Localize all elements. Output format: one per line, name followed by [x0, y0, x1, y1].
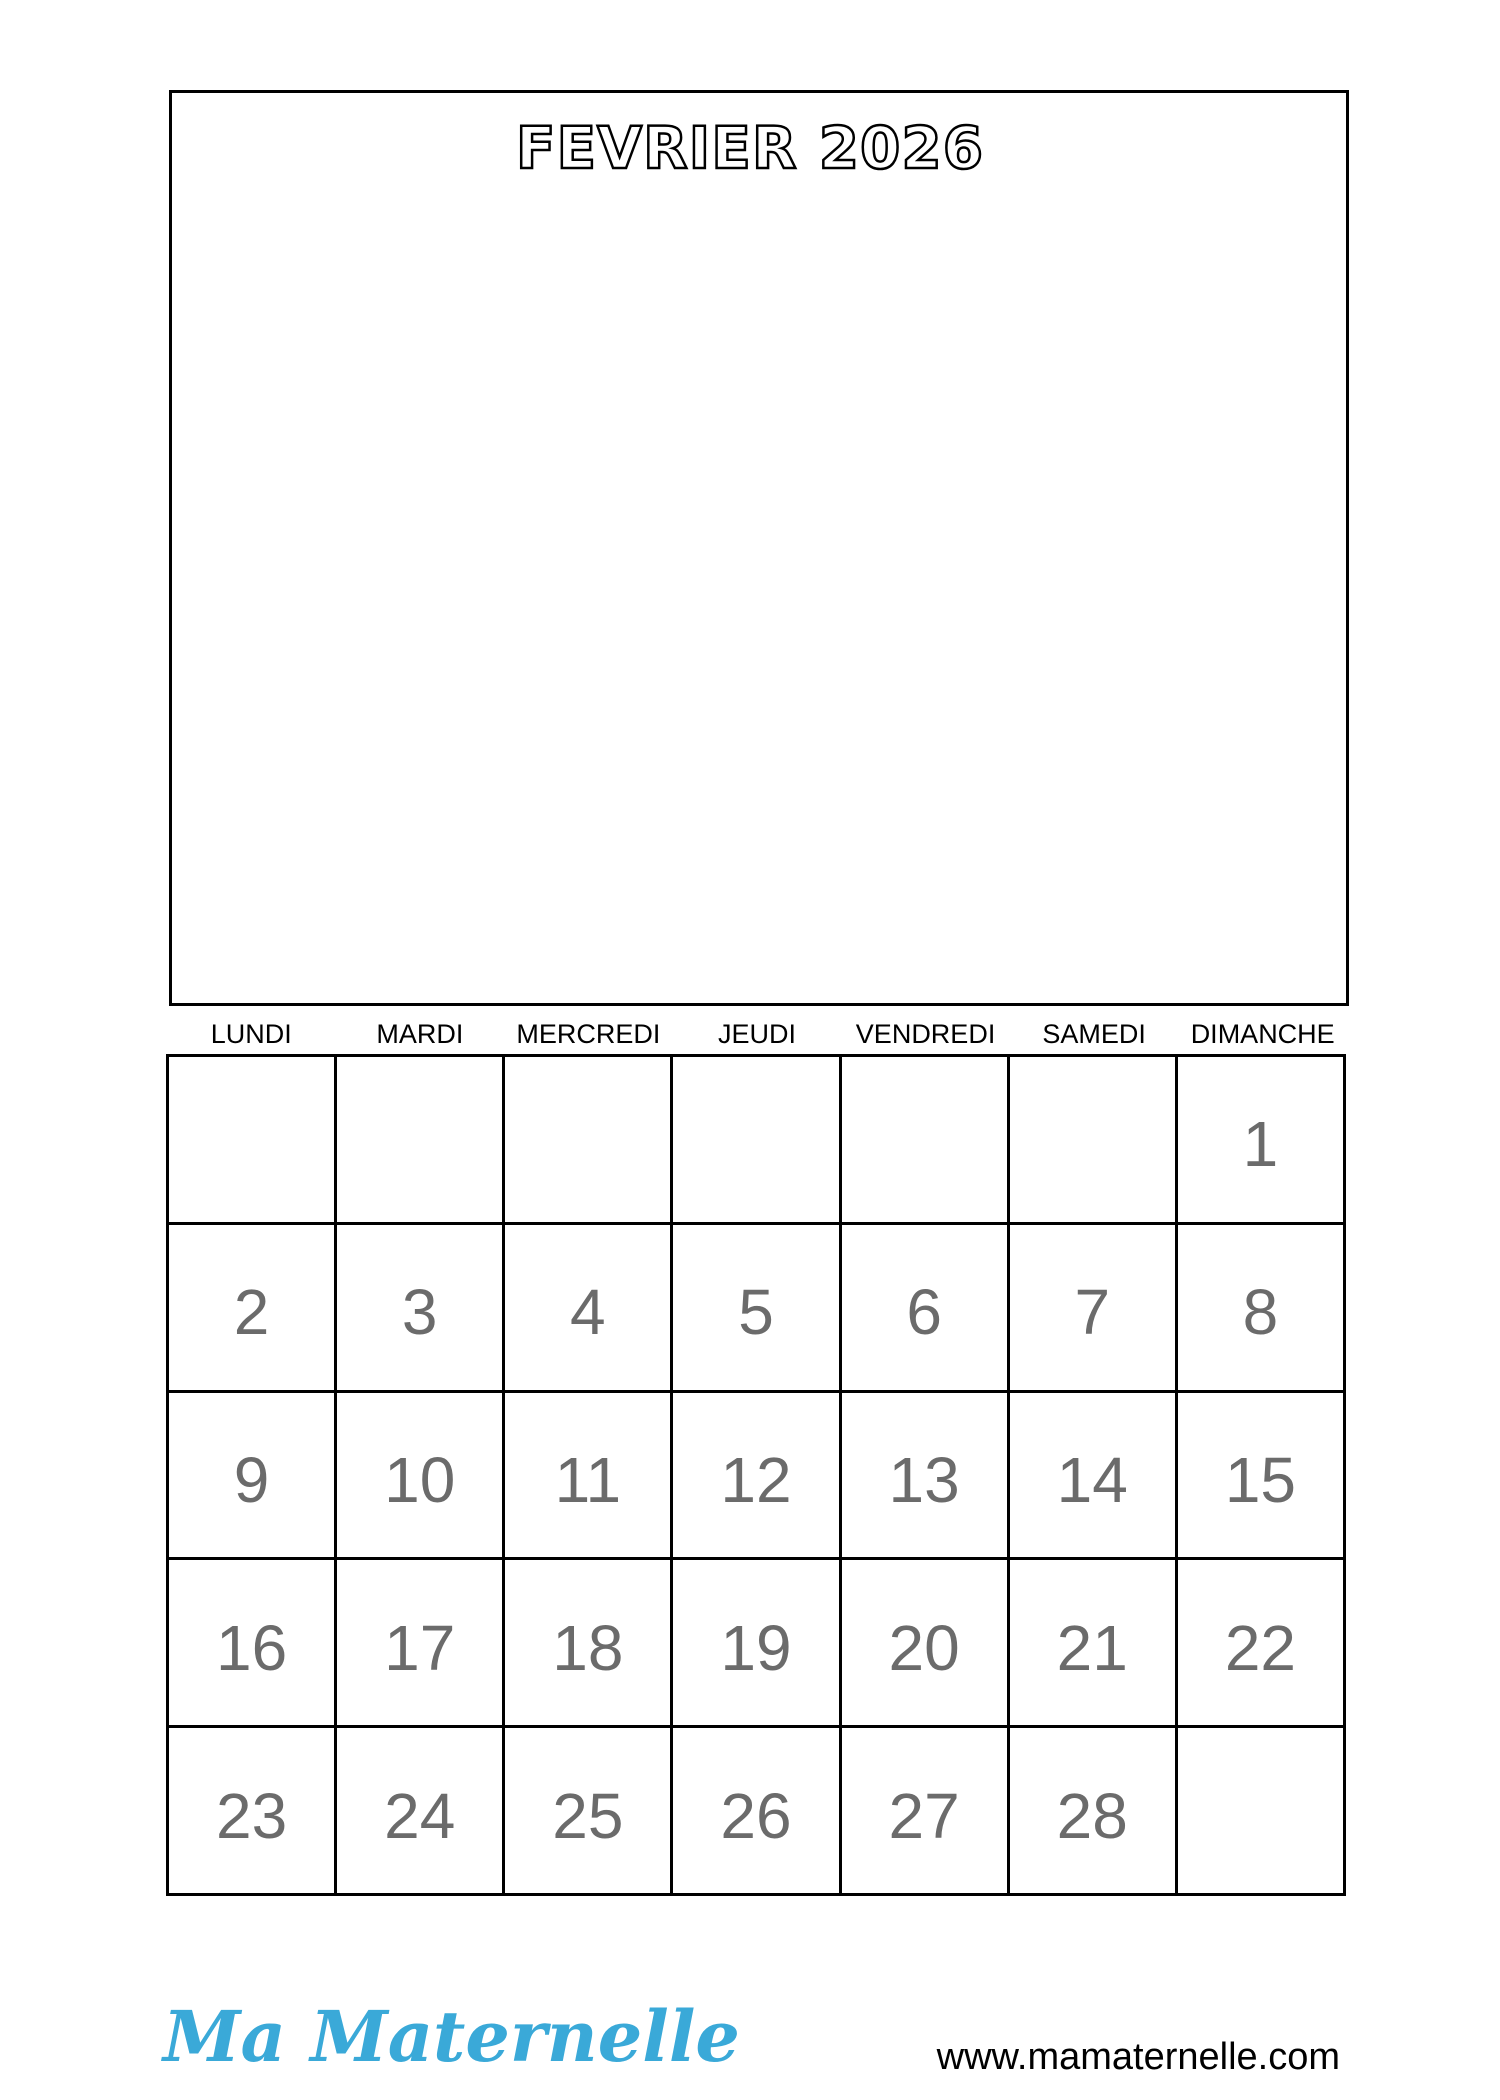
weekday-label: SAMEDI	[1042, 1019, 1146, 1049]
day-cell	[673, 1057, 841, 1225]
day-cell: 6	[842, 1225, 1010, 1393]
day-cell: 25	[505, 1728, 673, 1896]
calendar-grid	[166, 1054, 1346, 1896]
day-cell: 28	[1010, 1728, 1178, 1896]
day-cell: 19	[673, 1560, 841, 1728]
day-cell: 26	[673, 1728, 841, 1896]
day-cell: 24	[337, 1728, 505, 1896]
month-title: FEVRIER 2026	[515, 114, 985, 182]
day-cell	[337, 1057, 505, 1225]
day-cell: 9	[169, 1393, 337, 1561]
day-cell: 13	[842, 1393, 1010, 1561]
day-cell: 3	[337, 1225, 505, 1393]
day-cell: 10	[337, 1393, 505, 1561]
day-cell: 11	[505, 1393, 673, 1561]
day-cell: 20	[842, 1560, 1010, 1728]
day-cell: 18	[505, 1560, 673, 1728]
weekday-label: LUNDI	[210, 1019, 292, 1049]
day-cell	[1010, 1057, 1178, 1225]
day-cell: 17	[337, 1560, 505, 1728]
weekday-label: JEUDI	[717, 1019, 796, 1049]
day-cell	[169, 1057, 337, 1225]
day-cell	[1178, 1728, 1346, 1896]
day-cell: 2	[169, 1225, 337, 1393]
day-cell: 21	[1010, 1560, 1178, 1728]
day-cell: 7	[1010, 1225, 1178, 1393]
day-cell	[505, 1057, 673, 1225]
day-cell: 23	[169, 1728, 337, 1896]
weekday-label: VENDREDI	[855, 1019, 996, 1049]
weekday-label: DIMANCHE	[1190, 1019, 1335, 1049]
day-cell	[842, 1057, 1010, 1225]
weekday-header	[167, 1014, 1347, 1054]
day-cell: 16	[169, 1560, 337, 1728]
day-cell: 5	[673, 1225, 841, 1393]
brand-logo: Ma Maternelle	[163, 1995, 740, 2078]
day-cell: 4	[505, 1225, 673, 1393]
day-cell: 27	[842, 1728, 1010, 1896]
day-cell: 14	[1010, 1393, 1178, 1561]
day-cell: 12	[673, 1393, 841, 1561]
website-url: www.mamaternelle.com	[936, 2036, 1340, 2078]
day-cell: 22	[1178, 1560, 1346, 1728]
drawing-area	[169, 90, 1349, 1006]
weekday-label: MERCREDI	[516, 1019, 661, 1049]
day-cell: 8	[1178, 1225, 1346, 1393]
day-cell: 15	[1178, 1393, 1346, 1561]
weekday-label: MARDI	[376, 1019, 464, 1049]
day-cell: 1	[1178, 1057, 1346, 1225]
